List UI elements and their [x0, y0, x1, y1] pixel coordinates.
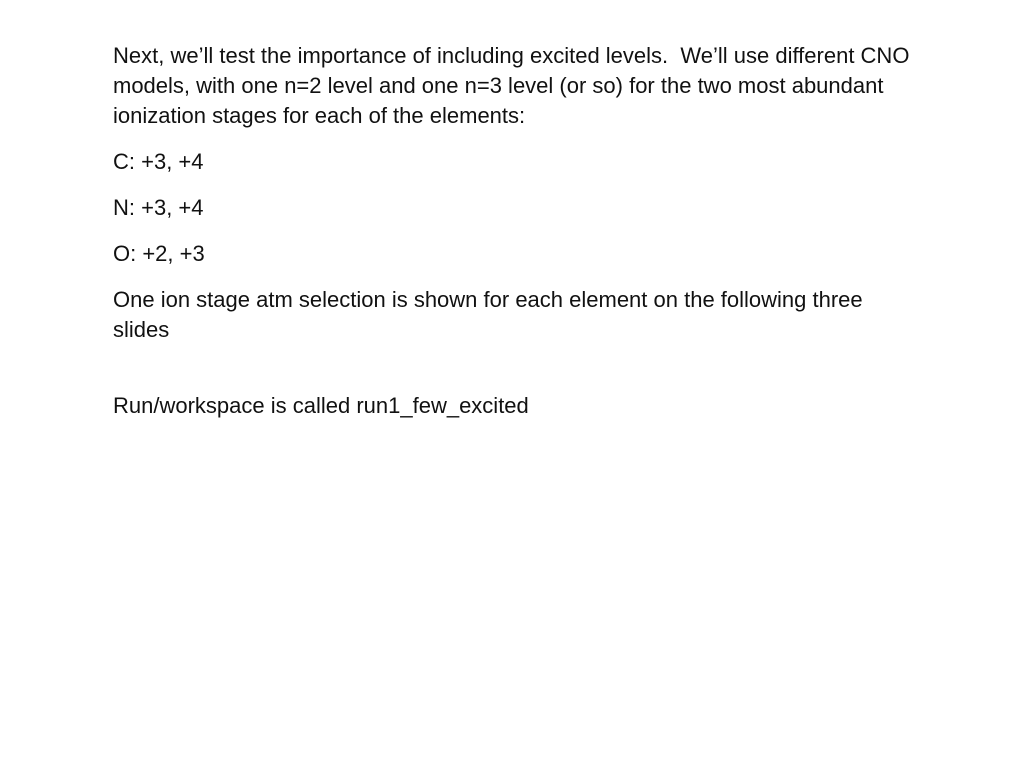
element-oxygen-stages: O: +2, +3: [113, 241, 205, 266]
intro-paragraph: Next, we’ll test the importance of including excited levels. We’ll use different CNO models, with one n=2 level and one n=3 level (or so) for the two most abundant ionization stages for each of the elements:: [113, 43, 916, 128]
element-nitrogen-stages: N: +3, +4: [113, 195, 204, 220]
run-workspace-note: Run/workspace is called run1_few_excited: [113, 393, 529, 418]
selection-note: One ion stage atm selection is shown for each element on the following three slides: [113, 287, 869, 342]
slide-body: [113, 41, 916, 437]
element-carbon-stages: C: +3, +4: [113, 149, 204, 174]
